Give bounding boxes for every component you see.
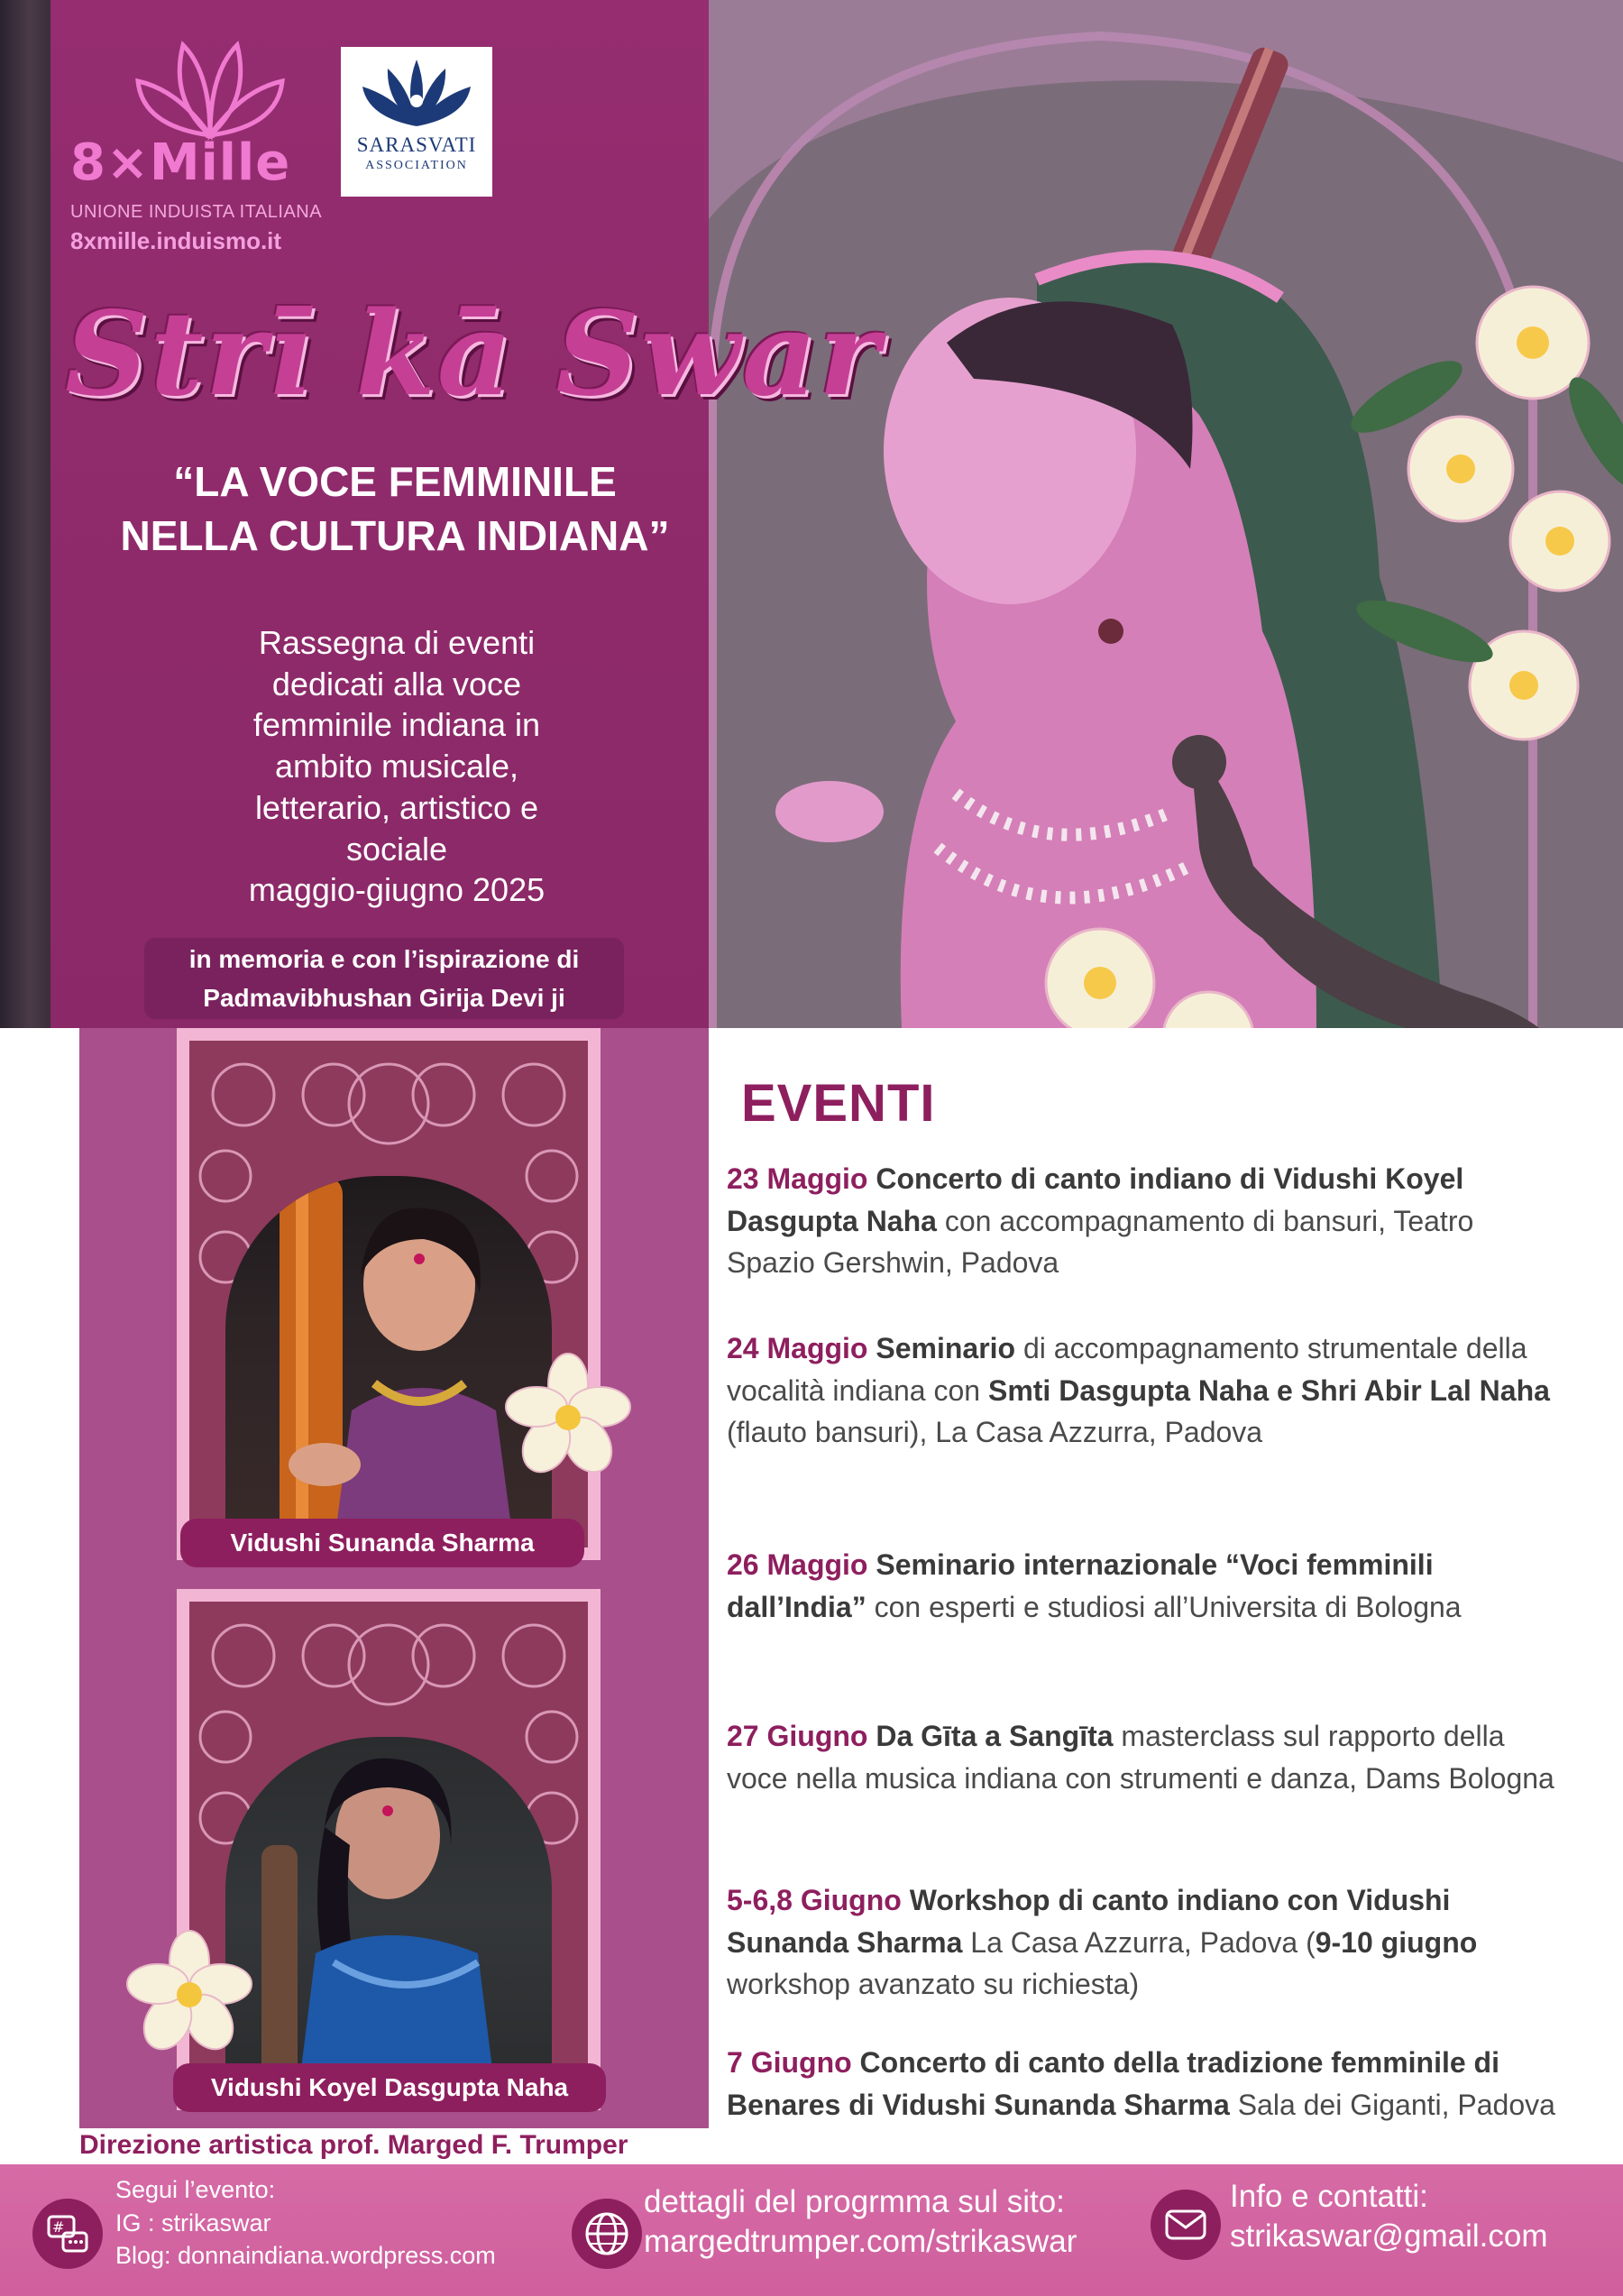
portrait-illustration <box>225 1737 552 2098</box>
artist-caption-1: Vidushi Sunanda Sharma <box>180 1519 584 1567</box>
desc-line: letterario, artistico e <box>254 788 539 826</box>
event-text: di accompagnamento strumentale della vocalità indiana con <box>727 1332 1527 1407</box>
desc-line: ambito musicale, <box>274 748 519 785</box>
lotus-icon <box>133 36 287 144</box>
event-text-bold: Seminario internazionale “Voci femminili dall’India” <box>727 1548 1434 1623</box>
event-text-bold: Smti Dasgupta Naha e Shri Abir Lal Naha <box>987 1373 1550 1407</box>
desc-line: maggio-giugno 2025 <box>248 871 546 909</box>
event-date: 26 Maggio <box>727 1548 868 1581</box>
subtitle-line-2: NELLA CULTURA INDIANA” <box>120 511 670 559</box>
event-text-bold: Da Gīta a Sangīta <box>867 1720 1114 1752</box>
contact-info <box>1230 2177 1548 2256</box>
sarasvati-lotus-icon <box>341 47 492 133</box>
memoria-line-2: Padmavibhushan Girija Devi ji <box>203 984 565 1013</box>
memoria-line-1: in memoria e con l’ispirazione di <box>188 945 580 973</box>
sarasvati-name: SARASVATI <box>356 133 477 156</box>
lower-margin <box>0 1028 79 2164</box>
8xmille-mark: 8×Mille <box>70 133 291 192</box>
blog-link[interactable]: Blog: donnaindiana.wordpress.com <box>115 2242 496 2270</box>
event-text: con esperti e studiosi all’Universita di Bologna <box>866 1590 1462 1623</box>
event-text: (flauto bansuri), La Casa Azzurra, Padova <box>727 1416 1263 1449</box>
site-link[interactable]: margedtrumper.com/strikaswar <box>644 2223 1077 2259</box>
site-info <box>644 2182 1077 2262</box>
contact-email[interactable]: strikaswar@gmail.com <box>1230 2218 1548 2254</box>
event-title: Strī kā Swar <box>65 287 882 422</box>
event-text: La Casa Azzurra, Padova ( <box>962 1925 1316 1959</box>
book-edge-strip <box>0 0 50 1028</box>
event-subtitle <box>79 455 711 564</box>
mail-icon[interactable] <box>1151 2190 1221 2260</box>
sarasvati-logo[interactable] <box>341 47 492 197</box>
8xmille-url[interactable]: 8xmille.induismo.it <box>70 227 282 254</box>
desc-line: femminile indiana in <box>252 706 541 744</box>
artistic-direction: Direzione artistica prof. Marged F. Trumper <box>79 2130 628 2160</box>
flower-icon <box>126 1930 252 2056</box>
event-date: 7 Giugno <box>727 2046 852 2079</box>
desc-line: sociale <box>345 830 448 868</box>
event-date: 27 Giugno <box>727 1720 868 1752</box>
event-text-bold: Seminario <box>867 1332 1016 1364</box>
svg-text:#: # <box>52 2218 65 2236</box>
event-text: con accompagnamento di bansuri, Teatro Spazio Gershwin, Padova <box>727 1204 1474 1280</box>
footer-bar <box>0 2164 1623 2296</box>
artist-photo-koyel <box>225 1737 552 2098</box>
artist-photo-frame <box>177 1028 601 1560</box>
memoria-box <box>144 938 624 1019</box>
event-text-bold: Concerto di canto indiano di Vidushi Koyel Dasgupta Naha <box>727 1162 1464 1237</box>
event-item <box>727 1715 1565 1799</box>
artist-caption-2: Vidushi Koyel Dasgupta Naha <box>173 2063 606 2112</box>
sarasvati-assoc: ASSOCIATION <box>365 159 468 172</box>
site-line-1: dettagli del progrmma sul sito: <box>644 2184 1065 2219</box>
event-text: masterclass sul rapporto della voce nella musica indiana con strumenti e danza, Dams Bologna <box>727 1720 1554 1795</box>
social-info <box>115 2173 496 2273</box>
event-item <box>727 1327 1565 1454</box>
instagram-handle[interactable]: IG : strikaswar <box>115 2209 271 2236</box>
events-heading: EVENTI <box>741 1074 936 1133</box>
event-text-bold: 9-10 giugno <box>1315 1925 1478 1959</box>
event-date: 5-6,8 Giugno <box>727 1884 902 1916</box>
event-item <box>727 1544 1565 1628</box>
subtitle-line-1: “LA VOCE FEMMINILE <box>173 458 617 505</box>
social-media-icon[interactable] <box>32 2199 103 2269</box>
8xmille-logo[interactable] <box>70 36 332 262</box>
flower-icon <box>505 1353 631 1479</box>
contact-line-1: Info e contatti: <box>1230 2179 1428 2214</box>
event-text-bold: Concerto di canto della tradizione femminile di Benares di Vidushi Sunanda Sharma <box>727 2046 1499 2121</box>
event-item <box>727 1158 1565 1284</box>
event-item <box>727 2042 1565 2126</box>
event-date: 24 Maggio <box>727 1332 868 1364</box>
desc-line: dedicati alla voce <box>271 665 522 703</box>
event-text: Sala dei Giganti, Padova <box>1229 2088 1555 2121</box>
globe-icon[interactable] <box>572 2199 642 2269</box>
portrait-illustration <box>225 1176 552 1548</box>
event-text: workshop avanzato su richiesta) <box>727 1968 1140 2001</box>
artist-photo-sunanda <box>225 1176 552 1548</box>
event-description <box>153 622 640 911</box>
social-line-1: Segui l’evento: <box>115 2176 276 2203</box>
event-date: 23 Maggio <box>727 1162 868 1195</box>
desc-line: Rassegna di eventi <box>258 624 536 661</box>
event-item <box>727 1879 1565 2006</box>
8xmille-org: UNIONE INDUISTA ITALIANA <box>70 202 323 222</box>
event-text-bold: Workshop di canto indiano con Vidushi Sunanda Sharma <box>727 1884 1451 1959</box>
